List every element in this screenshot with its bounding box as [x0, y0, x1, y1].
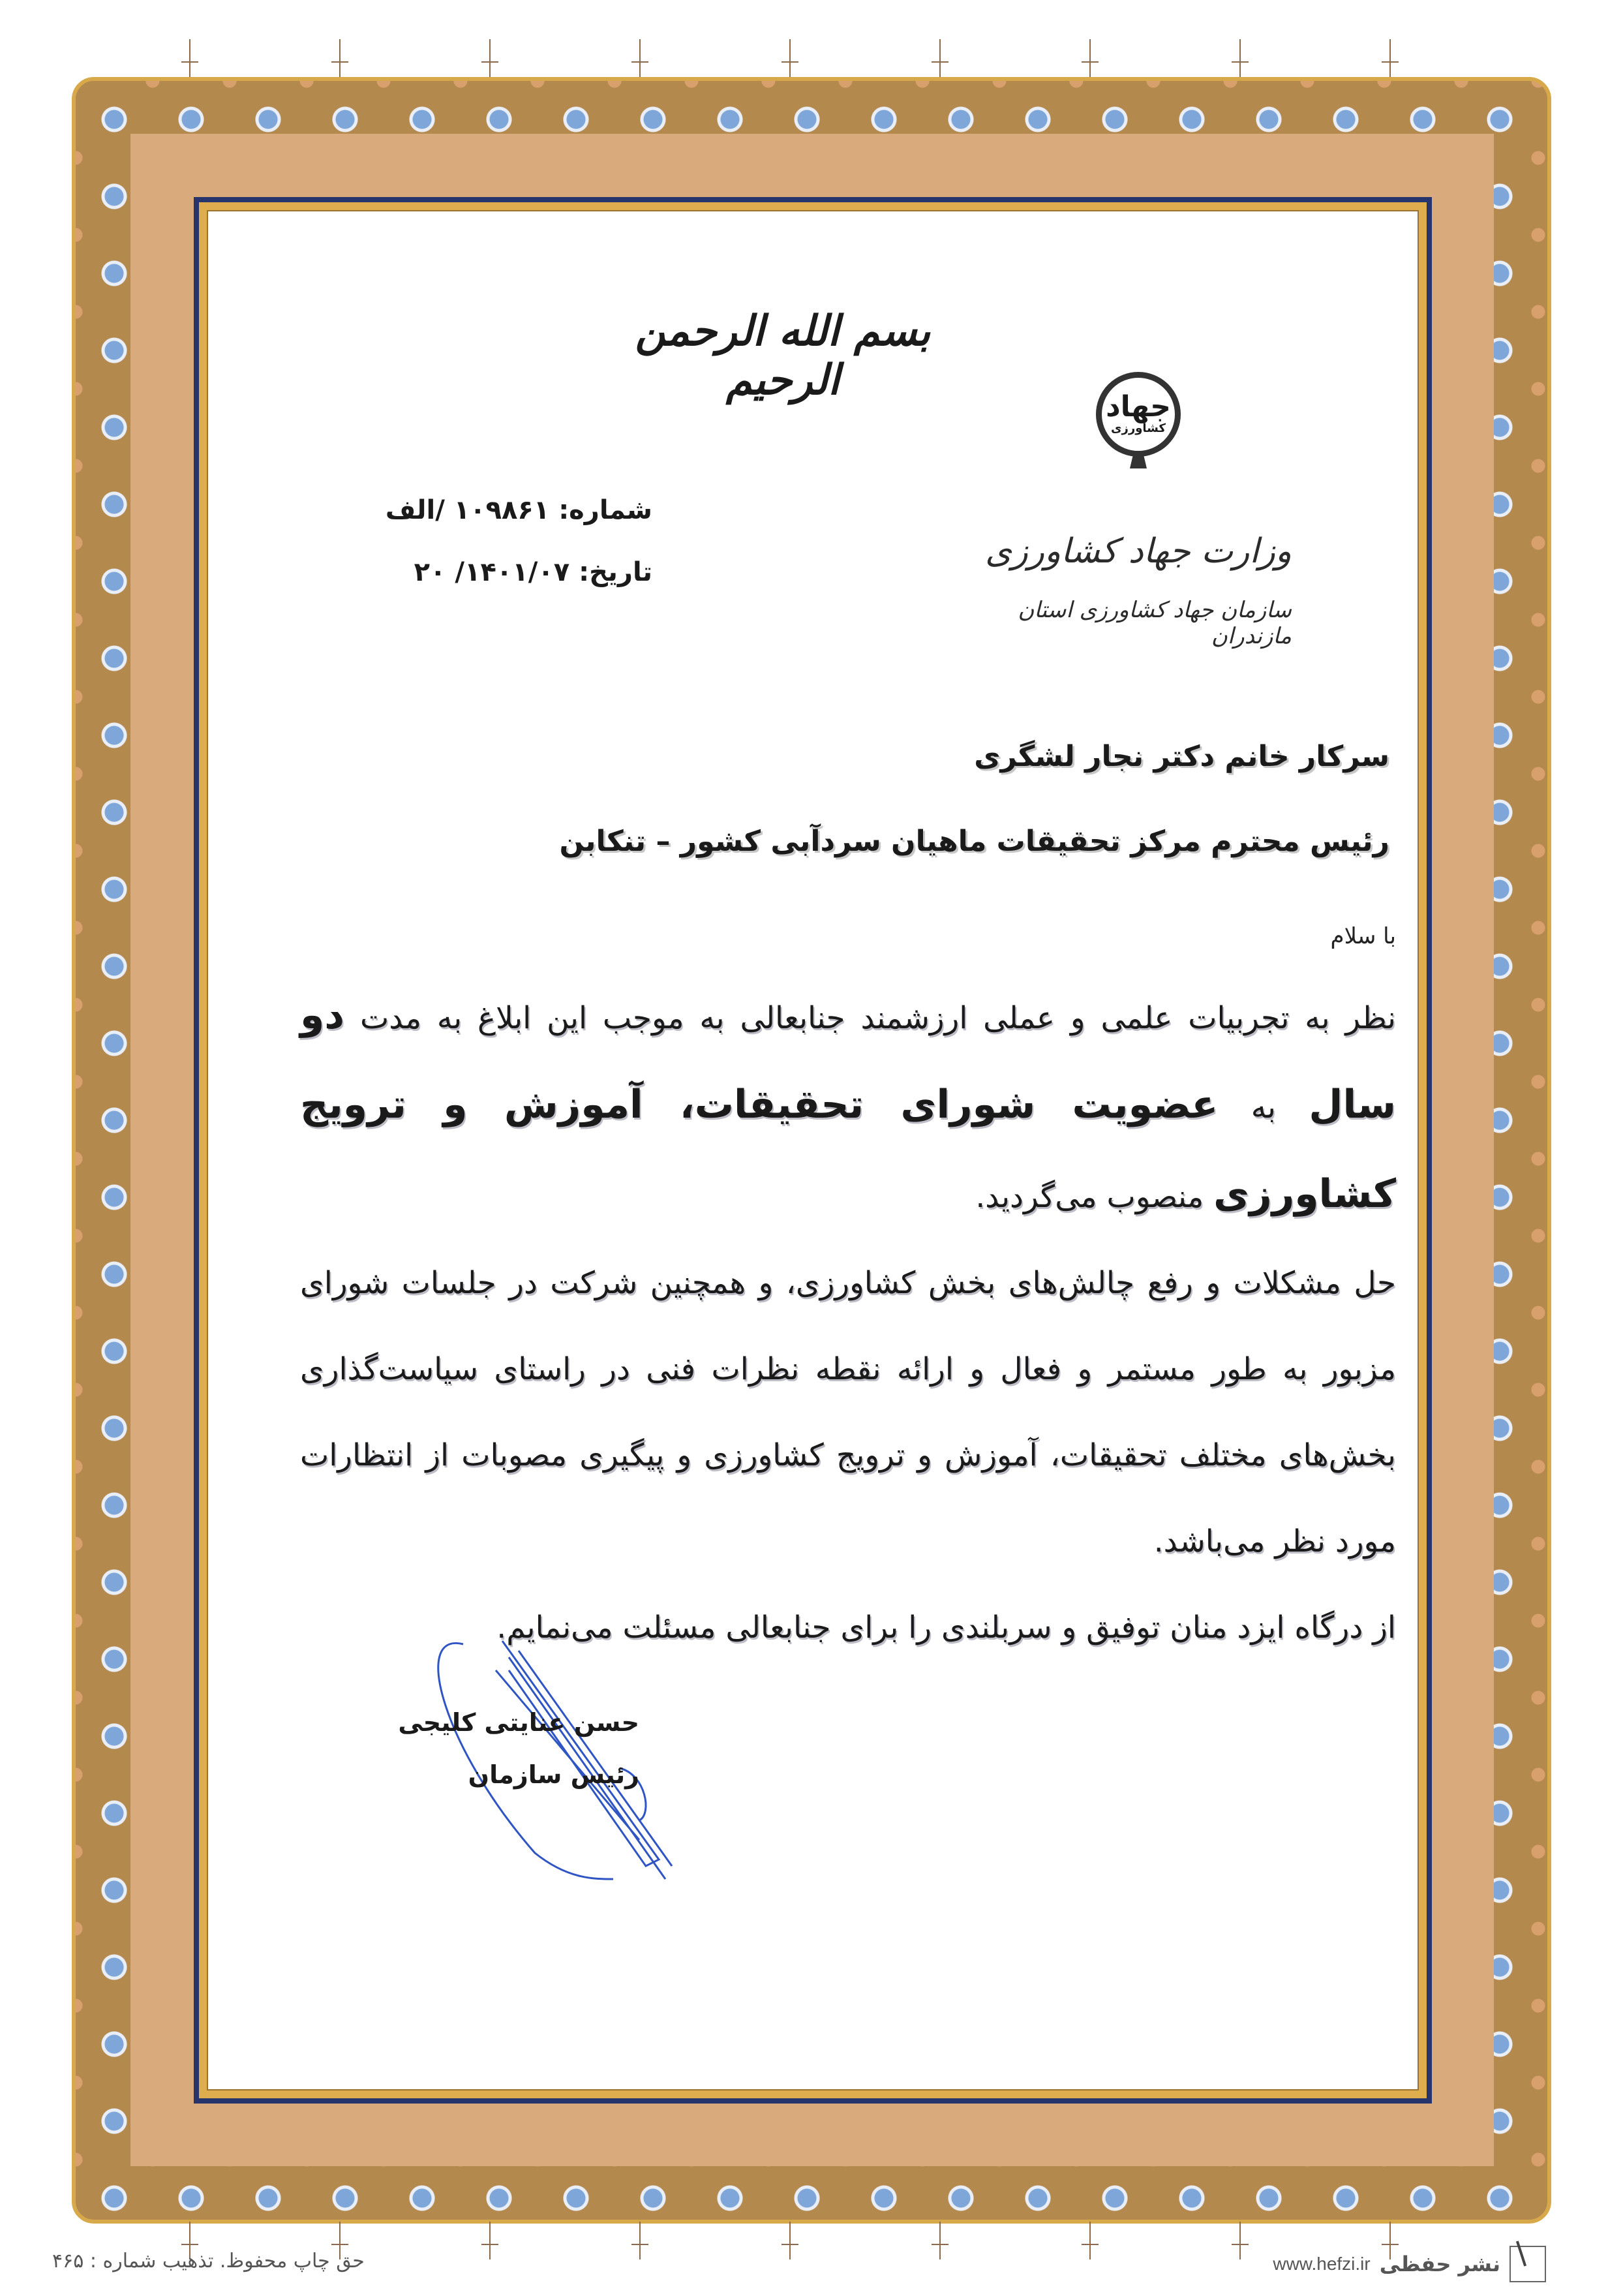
body-paragraph-closing: از درگاه ایزد منان توفیق و سربلندی را برای جنابعالی مسئلت می‌نمایم. [496, 1610, 1396, 1645]
council-membership: عضویت شورای تحقیقات، آموزش و ترویج کشاورزی [300, 1082, 1396, 1217]
body-paragraph-appointment [300, 972, 1396, 1240]
finial-ornament [639, 2222, 641, 2259]
finial-ornament [1089, 2222, 1091, 2259]
body-text-segment: به [1251, 1090, 1277, 1125]
jihad-logo [1096, 372, 1187, 476]
finial-ornament [939, 39, 941, 77]
finial-ornament [939, 2222, 941, 2259]
logo-top-text: جهاد [1106, 390, 1171, 423]
finial-ornament [789, 39, 791, 77]
finial-ornament [1239, 39, 1241, 77]
term-duration: دو سال [300, 992, 1397, 1127]
letter-date [365, 542, 652, 604]
letter-number [365, 480, 652, 542]
recipient-title: رئیس محترم مرکز تحقیقات ماهیان سردآبی کشور – تنکابن [559, 825, 1389, 858]
publisher-credit [1272, 2244, 1546, 2284]
finial-ornament [789, 2222, 791, 2259]
finial-ornament [189, 39, 190, 77]
logo-emblem-icon [1096, 372, 1181, 457]
recipient-name: سرکار خانم دکتر نجار لشگری [974, 740, 1389, 773]
book-icon [1509, 2246, 1546, 2282]
bismillah-heading: بسم الله الرحمن الرحیم [635, 307, 931, 405]
date-value: ۱۴۰۱/۰۷/ ۲۰ [414, 557, 570, 587]
organization-name: سازمان جهاد کشاورزی استان مازندران [1018, 597, 1292, 649]
number-value: ۱۰۹۸۶۱ /الف [385, 495, 550, 525]
body-paragraph-duties: حل مشکلات و رفع چالش‌های بخش کشاورزی، و همچنین شرکت در جلسات شورای مزبور به طور مستمر و فعال و ارائه نقطه نظرات فنی در راستای سیاست‌گذاری بخش‌های مختلف تحقیقات، آموزش و ترویج کشاورزی و پیگیری مصوبات از انتظارات مورد نظر می‌باشد. [300, 1265, 1396, 1559]
finial-ornament [1389, 39, 1391, 77]
signer-title: رئیس سازمان [468, 1760, 639, 1789]
number-label: شماره: [558, 495, 652, 525]
signer-block [378, 1696, 639, 1801]
greeting: با سلام [1330, 923, 1396, 949]
finial-ornament [639, 39, 641, 77]
finial-ornament [1089, 39, 1091, 77]
finial-ornament [1239, 2222, 1241, 2259]
finial-ornament [339, 39, 341, 77]
date-label: تاریخ: [579, 557, 652, 587]
letter-meta [365, 480, 652, 604]
recipient-block [483, 714, 1389, 884]
body-text-segment: منصوب می‌گردید. [975, 1179, 1204, 1215]
copyright-notice: حق چاپ محفوظ. تذهیب شماره : ۴۶۵ [52, 2250, 365, 2273]
ministry-name: وزارت جهاد کشاورزی [985, 532, 1292, 571]
publisher-url[interactable]: www.hefzi.ir [1273, 2254, 1371, 2274]
finial-ornament [489, 39, 491, 77]
publisher-name: نشر حفظی [1379, 2252, 1500, 2276]
letter-body [300, 972, 1396, 1671]
signer-name: حسن عنایتی کلیجی [398, 1708, 639, 1737]
logo-bottom-text: کشاورزی [1111, 421, 1166, 435]
body-text-segment: نظر به تجربیات علمی و عملی ارزشمند جنابعالی به موجب این ابلاغ به مدت [359, 1000, 1396, 1036]
